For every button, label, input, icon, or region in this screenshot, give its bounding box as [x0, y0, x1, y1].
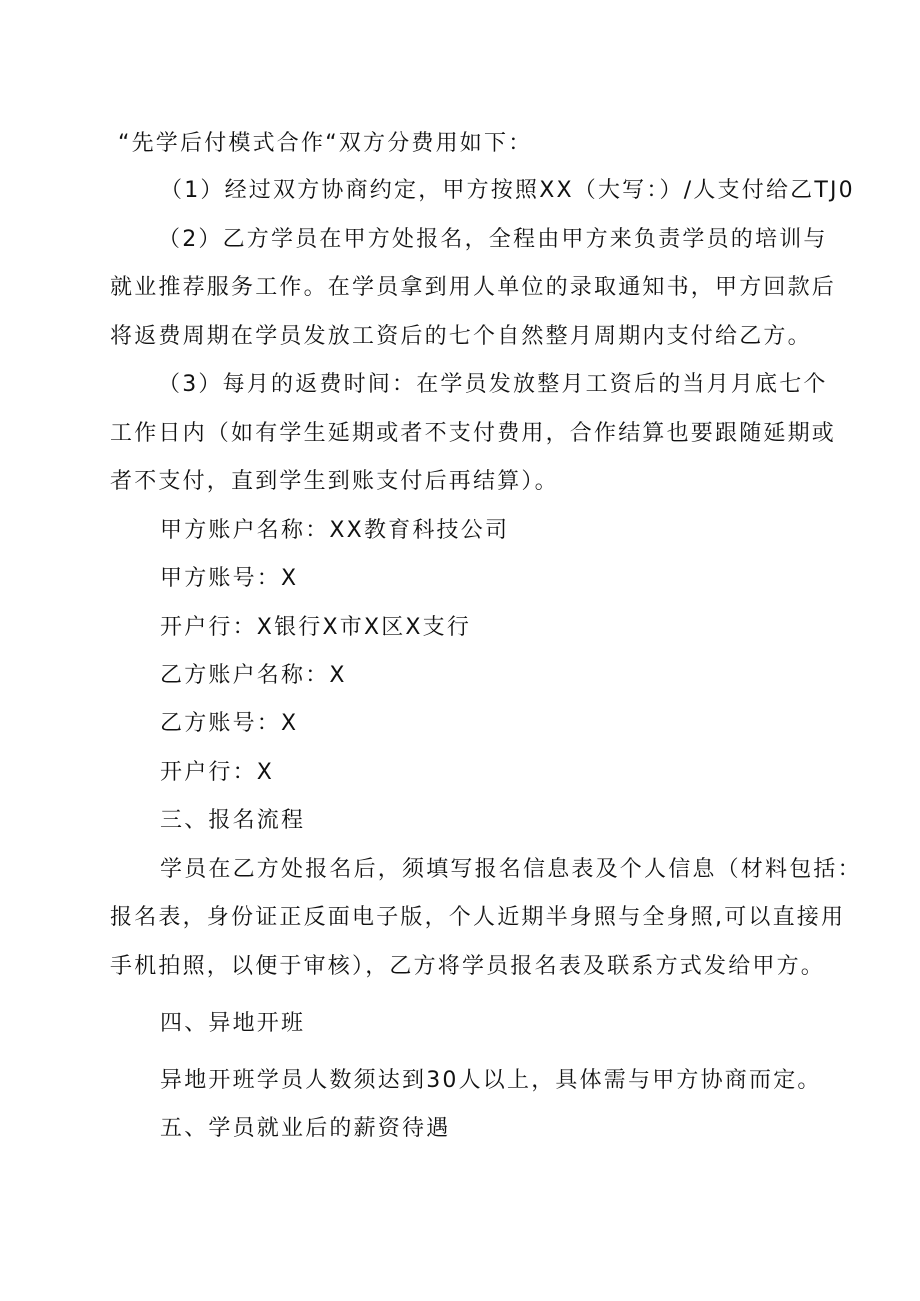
fee-clause-3-line-3: 者不支付，直到学生到账支付后再结算）。 — [110, 469, 559, 494]
party-b-account-number: 乙方账号：X — [160, 711, 299, 736]
fee-clause-3-line-1: （3）每月的返费时间：在学员发放整月工资后的当月月底七个 — [158, 372, 828, 397]
section-heading-remote-class: 四、异地开班 — [160, 1011, 306, 1036]
party-b-account-name: 乙方账户名称：X — [160, 663, 347, 688]
registration-paragraph-line-2: 报名表，身份证正反面电子版，个人近期半身照与全身照,可以直接用 — [110, 905, 846, 930]
registration-paragraph-line-3: 手机拍照，以便于审核），乙方将学员报名表及联系方式发给甲方。 — [110, 954, 826, 979]
fee-intro-line: “先学后付模式合作“双方分费用如下： — [118, 131, 533, 156]
party-b-bank: 开户行：X — [160, 760, 275, 785]
section-heading-salary: 五、学员就业后的薪资待遇 — [160, 1116, 451, 1141]
fee-clause-2-line-3: 将返费周期在学员发放工资后的七个自然整月周期内支付给乙方。 — [110, 324, 812, 349]
party-a-account-name: 甲方账户名称：XX教育科技公司 — [160, 518, 510, 543]
fee-clause-2-line-1: （2）乙方学员在甲方处报名，全程由甲方来负责学员的培训与 — [158, 227, 828, 252]
party-a-bank: 开户行：X银行X市X区X支行 — [160, 615, 472, 640]
fee-clause-3-line-2: 工作日内（如有学生延期或者不支付费用，合作结算也要跟随延期或 — [110, 421, 837, 446]
fee-clause-2-line-2: 就业推荐服务工作。在学员拿到用人单位的录取通知书，甲方回款后 — [110, 275, 837, 300]
fee-clause-1: （1）经过双方协商约定，甲方按照XX（大写：）/人支付给乙TJ0 — [160, 178, 855, 203]
registration-paragraph-line-1: 学员在乙方处报名后，须填写报名信息表及个人信息（材料包括： — [160, 857, 862, 882]
section-heading-registration: 三、报名流程 — [160, 808, 306, 833]
party-a-account-number: 甲方账号：X — [160, 566, 299, 591]
remote-class-paragraph: 异地开班学员人数须达到30人以上，具体需与甲方协商而定。 — [160, 1068, 822, 1093]
